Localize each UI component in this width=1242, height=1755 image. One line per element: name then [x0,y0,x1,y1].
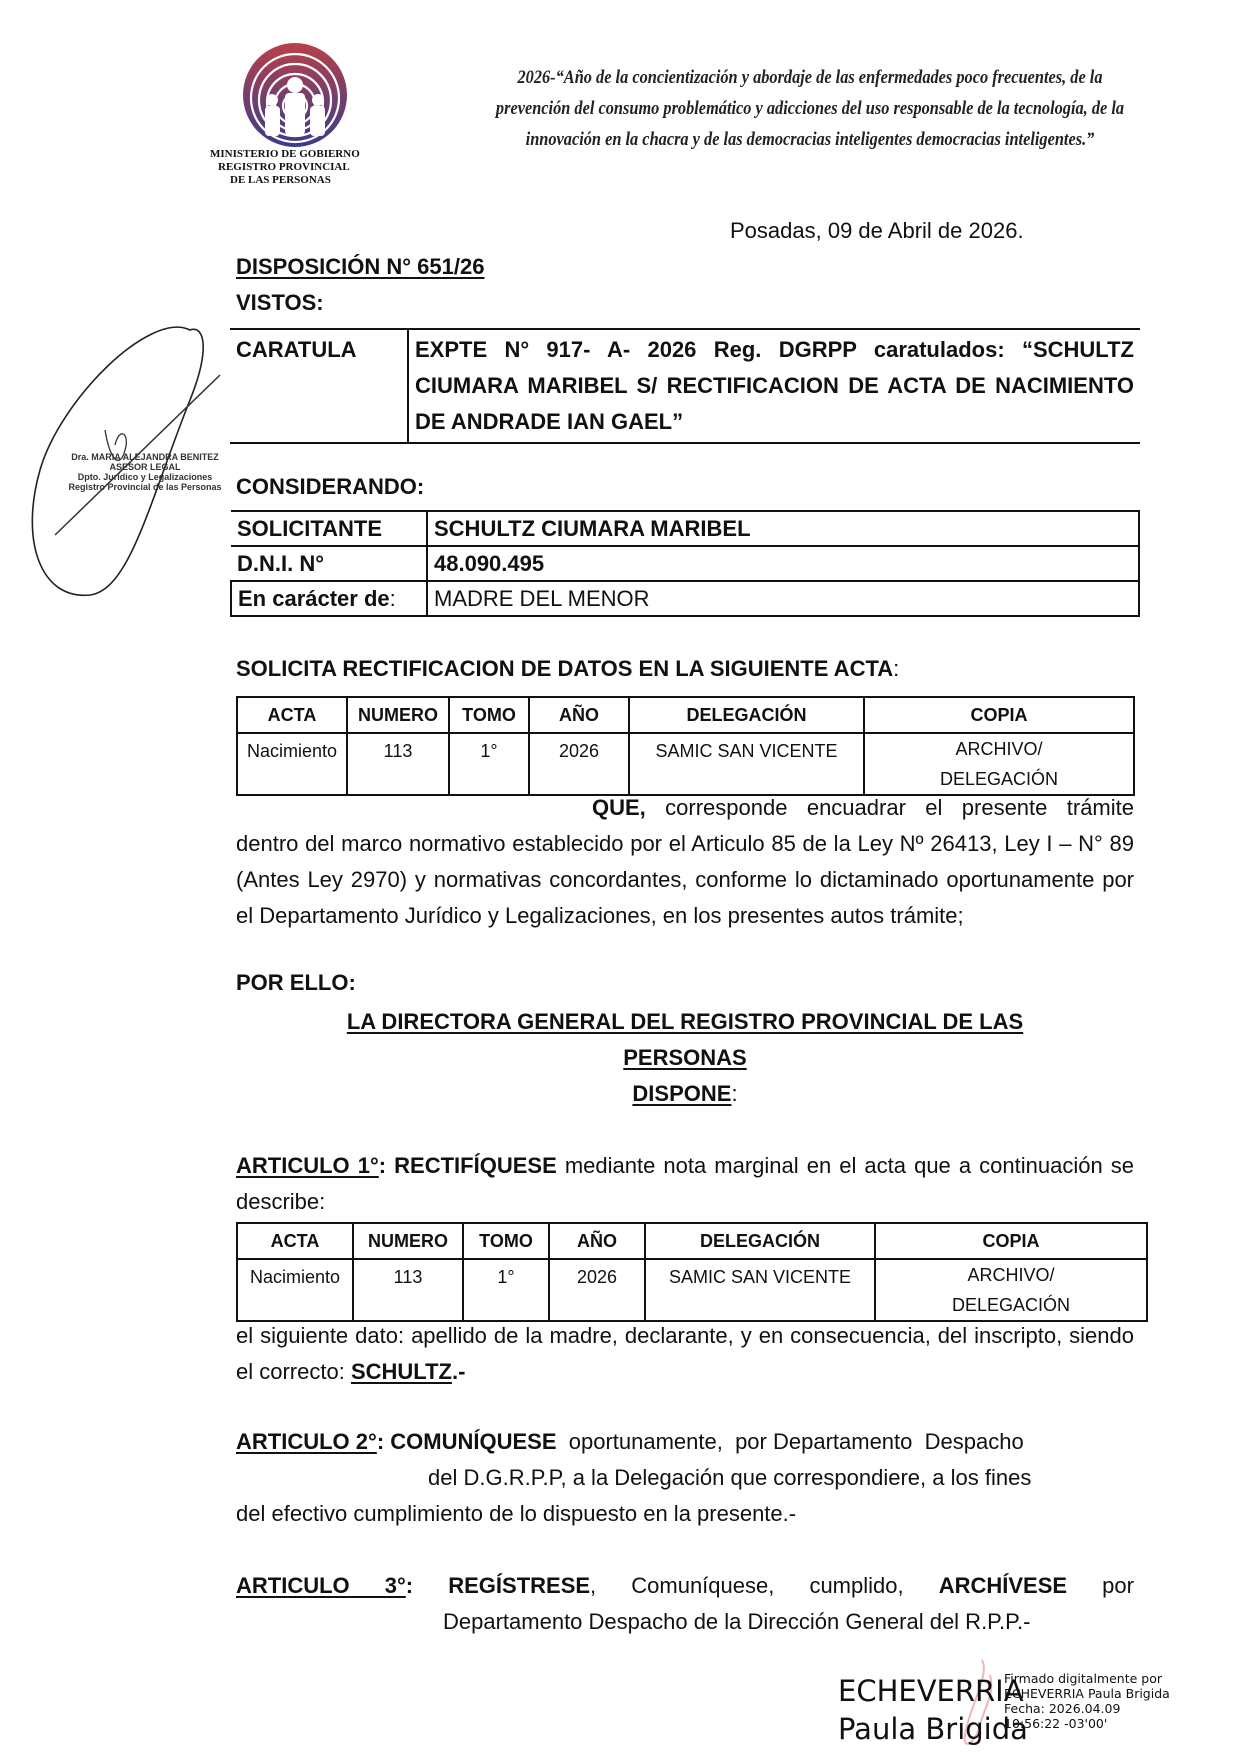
col-tomo: TOMO [449,697,529,733]
cell-numero: 113 [353,1259,463,1321]
article-text: , Comuníquese, cumplido, [590,1573,939,1598]
applicant-table [230,510,1140,617]
vistos-heading: VISTOS: [236,290,324,315]
article-1: ARTICULO 1°: RECTIFÍQUESE mediante nota marginal en el acta que a continuación se describe: [236,1153,1134,1214]
article-verb: ARCHÍVESE [938,1573,1068,1598]
cell-delegacion: SAMIC SAN VICENTE [645,1259,875,1321]
signer-name [838,1672,1028,1748]
col-delegacion: DELEGACIÓN [629,697,864,733]
stamp-line: ASESOR LEGAL [109,462,181,472]
signer-given-names: Paula Brigida [838,1712,1028,1746]
motto-line: 2026-“Año de la concientización y abordaje de las enfermedades poco frecuentes, de la [517,67,1103,88]
article-2: ARTICULO 2°: COMUNÍQUESE oportunamente, por Departamento Despacho del D.G.R.P.P, a la Delegación que correspondiere, a los fines del efectivo cumplimiento de lo dispuesto en la presente.- [236,1424,1134,1532]
article-verb: RECTIFÍQUESE [394,1153,557,1178]
acta-table-article-1 [236,1222,1148,1322]
signature-info-line: ECHEVERRIA Paula Brigida [1004,1686,1170,1701]
stamp-line: Dra. MARIA ALEJANDRA BENITEZ [71,452,219,462]
cell-tomo: 1° [463,1259,549,1321]
cell-numero: 113 [347,733,449,795]
col-numero: NUMERO [347,697,449,733]
article-label: ARTICULO 1° [236,1153,379,1178]
caratula-value: EXPTE N° 917- A- 2026 Reg. DGRPP caratulados: “SCHULTZ CIUMARA MARIBEL S/ RECTIFICACION DE ACTA DE NACIMIENTO DE ANDRADE IAN GAEL” [408,329,1140,443]
col-acta: ACTA [237,1223,353,1259]
acta-table [236,696,1135,796]
motto-line: innovación en la chacra y de las democracias inteligentes democracias inteligentes.” [525,129,1095,150]
ministry-name [200,148,400,187]
article-text: Departamento Despacho de la Dirección General del R.P.P.- [443,1609,1031,1634]
col-anio: AÑO [529,697,629,733]
correct-surname: SCHULTZ [350,1359,452,1384]
article-text: del efectivo cumplimiento de lo dispuesto en la presente.- [236,1501,797,1526]
article-verb: COMUNÍQUESE [390,1429,557,1454]
role-label-suffix: : [389,585,396,611]
cell-delegacion: SAMIC SAN VICENTE [629,733,864,795]
motto-line: prevención del consumo problemático y adicciones del uso responsable de la tecnología, de la [495,98,1125,119]
cell-acta: Nacimiento [237,1259,353,1321]
digital-signature-info [1004,1671,1170,1731]
article-label: ARTICULO 3° [236,1573,406,1598]
table-row [231,511,1139,546]
caratula-table [230,328,1140,444]
directora-heading [236,1004,1134,1112]
fingerprint-people-logo [240,40,350,150]
dispone-heading: DISPONE [632,1081,732,1106]
col-copia: COPIA [875,1223,1147,1259]
ministry-line: REGISTRO PROVINCIAL [218,161,350,173]
table-row [231,546,1139,581]
col-numero: NUMERO [353,1223,463,1259]
cell-copia: ARCHIVO/ DELEGACIÓN [864,733,1134,795]
cell-anio: 2026 [549,1259,645,1321]
article-verb: REGÍSTRESE [448,1573,591,1598]
table-header-row [237,697,1134,733]
signature-info-line: Firmado digitalmente por [1004,1671,1162,1686]
solicita-suffix: : [893,656,900,681]
cell-copia: ARCHIVO/ DELEGACIÓN [875,1259,1147,1321]
cell-acta: Nacimiento [237,733,347,795]
stamp-line: Registro Provincial de las Personas [68,482,222,492]
detail-text: el siguiente dato: apellido de la madre, declarante, y en consecuencia, del inscripto, siendo el correcto: [236,1323,1134,1384]
ministry-line: DE LAS PERSONAS [230,174,331,186]
table-row [237,1259,1147,1321]
role-value: MADRE DEL MENOR [427,581,1139,616]
por-ello-heading: POR ELLO: [236,970,356,995]
col-delegacion: DELEGACIÓN [645,1223,875,1259]
dispone-suffix: : [731,1081,738,1106]
directora-line: PERSONAS [623,1045,747,1070]
col-copia: COPIA [864,697,1134,733]
stamp-line: Dpto. Jurídico y Legalizaciones [77,472,213,482]
applicant-label: SOLICITANTE [231,511,427,546]
dni-label: D.N.I. N° [231,546,427,581]
article-text: oportunamente, por Departamento Despacho [556,1429,1024,1454]
disposition-number: DISPOSICIÓN N° 651/26 [236,254,485,279]
table-row [231,581,1139,616]
que-paragraph [236,790,1134,934]
solicita-text: SOLICITA RECTIFICACION DE DATOS EN LA SIGUIENTE ACTA [236,656,894,681]
applicant-name: SCHULTZ CIUMARA MARIBEL [427,511,1139,546]
que-bold: QUE, [592,795,646,820]
article-3: ARTICULO 3°: REGÍSTRESE, Comuníquese, cumplido, ARCHÍVESE por Departamento Despacho de la Dirección General del R.P.P.- [236,1568,1134,1640]
caratula-label: CARATULA [230,329,408,443]
role-label-text: En carácter de [238,585,390,611]
legal-advisor-stamp [60,452,230,492]
document-date: Posadas, 09 de Abril de 2026. [730,218,1024,243]
signer-surname: ECHEVERRIA [838,1674,1024,1708]
table-header-row [237,1223,1147,1259]
table-row [237,733,1134,795]
rectification-request-heading [236,656,899,682]
signature-date: Fecha: 2026.04.09 [1004,1701,1121,1716]
ministry-line: MINISTERIO DE GOBIERNO [210,148,360,160]
year-motto [492,62,1128,155]
col-acta: ACTA [237,697,347,733]
que-text: corresponde encuadrar el presente trámite dentro del marco normativo establecido por el Articulo 85 de la Ley Nº 26413, Ley I – N° 89 (Antes Ley 2970) y normativas concordantes, conforme lo dictaminado oportunamente por el Departamento Jurídico y Legalizaciones, en los presentes autos trámite; [236,795,1134,928]
article-label: ARTICULO 2° [236,1429,377,1454]
role-label [231,581,427,616]
cell-tomo: 1° [449,733,529,795]
article-text: del D.G.R.P.P, a la Delegación que correspondiere, a los fines [428,1465,1032,1490]
rectification-detail [236,1318,1134,1390]
dni-value: 48.090.495 [427,546,1139,581]
article-text: por [1067,1573,1134,1598]
col-tomo: TOMO [463,1223,549,1259]
handwritten-signature-icon [0,300,230,600]
correct-suffix: .- [451,1359,466,1384]
article-text: mediante nota marginal en el acta que a continuación se describe: [236,1153,1134,1214]
signature-time: 10:56:22 -03'00' [1004,1716,1108,1731]
col-anio: AÑO [549,1223,645,1259]
considerando-heading: CONSIDERANDO: [236,474,425,499]
cell-anio: 2026 [529,733,629,795]
directora-line: LA DIRECTORA GENERAL DEL REGISTRO PROVINCIAL DE LAS [346,1009,1024,1034]
